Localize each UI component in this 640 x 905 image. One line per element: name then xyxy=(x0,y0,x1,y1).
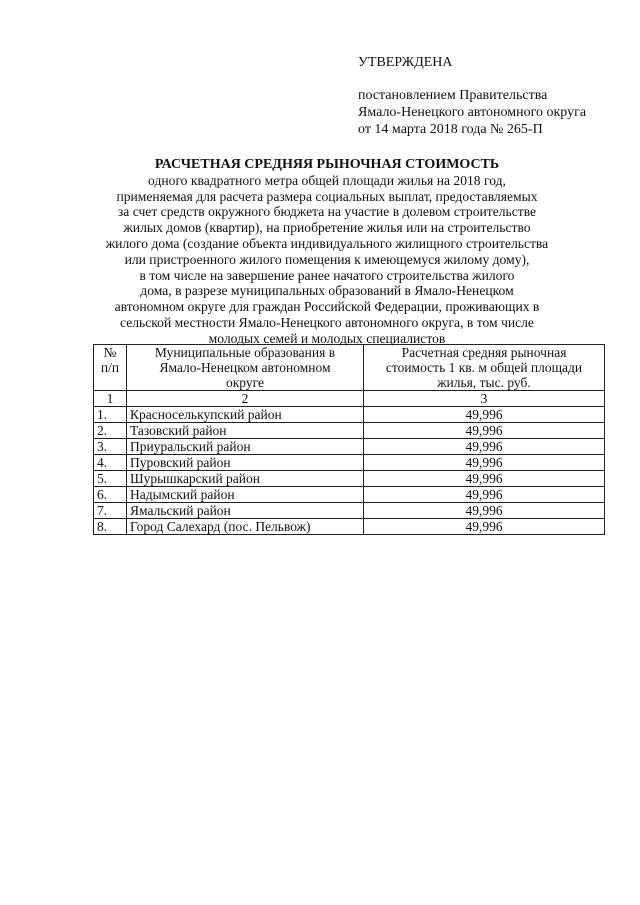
header-text: Муниципальные образования в xyxy=(154,345,336,360)
title-line: молодых семей и молодых специалистов xyxy=(208,330,446,346)
row-value: 49,996 xyxy=(364,423,605,439)
row-number: 6. xyxy=(94,487,127,503)
row-value: 49,996 xyxy=(364,487,605,503)
title-line: или пристроенного жилого помещения к имеющемуся жилому дому), xyxy=(124,251,530,267)
header-text: Ямало-Ненецком автономном xyxy=(159,360,331,375)
approval-heading: УТВЕРЖДЕНА xyxy=(358,55,453,70)
column-number: 1 xyxy=(94,391,127,407)
row-value: 49,996 xyxy=(364,519,605,535)
table-row xyxy=(94,503,605,519)
title-line: жилых домов (квартир), на приобретение жилья или на строительство xyxy=(123,220,531,236)
approval-line: от 14 марта 2018 года № 265-П xyxy=(358,122,543,137)
column-number: 2 xyxy=(127,391,364,407)
row-number: 8. xyxy=(94,519,127,535)
row-value: 49,996 xyxy=(364,439,605,455)
table-row xyxy=(94,487,605,503)
document-title-block xyxy=(100,157,554,347)
row-number: 2. xyxy=(94,423,127,439)
row-number: 3. xyxy=(94,439,127,455)
row-number: 4. xyxy=(94,455,127,471)
row-number: 1. xyxy=(94,407,127,423)
table-row xyxy=(94,455,605,471)
title-line: автономном округе для граждан Российской Федерации, проживающих в xyxy=(114,299,540,315)
document-title: РАСЧЕТНАЯ СРЕДНЯЯ РЫНОЧНАЯ СТОИМОСТЬ xyxy=(154,157,500,172)
column-number-row xyxy=(94,391,605,407)
header-num xyxy=(94,345,127,391)
title-line: в том числе на завершение ранее начатого строительства жилого xyxy=(139,267,515,283)
approval-line: постановлением Правительства xyxy=(358,88,548,103)
row-value: 49,996 xyxy=(364,455,605,471)
header-text: Расчетная средняя рыночная xyxy=(401,345,567,360)
header-municipality xyxy=(127,345,364,391)
title-line: сельской местности Ямало-Ненецкого автономного округа, в том числе xyxy=(120,314,534,330)
row-municipality: Красноселькупский район xyxy=(127,407,364,423)
title-line: одного квадратного метра общей площади жилья на 2018 год, xyxy=(148,172,506,188)
row-municipality: Шурышкарский район xyxy=(127,471,364,487)
cost-table xyxy=(93,344,605,535)
header-text: стоимость 1 кв. м общей площади xyxy=(385,360,583,375)
row-value: 49,996 xyxy=(364,503,605,519)
table-row xyxy=(94,423,605,439)
row-municipality: Город Салехард (пос. Пельвож) xyxy=(127,519,364,535)
row-number: 7. xyxy=(94,503,127,519)
row-value: 49,996 xyxy=(364,471,605,487)
column-number: 3 xyxy=(364,391,605,407)
header-text: округе xyxy=(226,375,264,390)
table-row xyxy=(94,407,605,423)
row-municipality: Приуральский район xyxy=(127,439,364,455)
title-line: дома, в разрезе муниципальных образований в Ямало-Ненецком xyxy=(140,283,514,299)
row-municipality: Ямальский район xyxy=(127,503,364,519)
table-row xyxy=(94,439,605,455)
title-line: жилого дома (создание объекта индивидуального жилищного строительства xyxy=(105,235,549,251)
header-text: № xyxy=(103,345,117,360)
row-value: 49,996 xyxy=(364,407,605,423)
table-row xyxy=(94,519,605,535)
row-municipality: Надымский район xyxy=(127,487,364,503)
table-header-row xyxy=(94,345,605,391)
header-text: жилья, тыс. руб. xyxy=(437,375,531,390)
title-line: за счет средств окружного бюджета на участие в долевом строительстве xyxy=(117,204,537,220)
row-municipality: Тазовский район xyxy=(127,423,364,439)
row-municipality: Пуровский район xyxy=(127,455,364,471)
title-line: применяемая для расчета размера социальных выплат, предоставляемых xyxy=(116,188,538,204)
table-row xyxy=(94,471,605,487)
approval-stamp xyxy=(358,54,628,138)
header-cost xyxy=(364,345,605,391)
row-number: 5. xyxy=(94,471,127,487)
approval-line: Ямало-Ненецкого автономного округа xyxy=(358,105,587,120)
header-text: п/п xyxy=(100,360,120,375)
